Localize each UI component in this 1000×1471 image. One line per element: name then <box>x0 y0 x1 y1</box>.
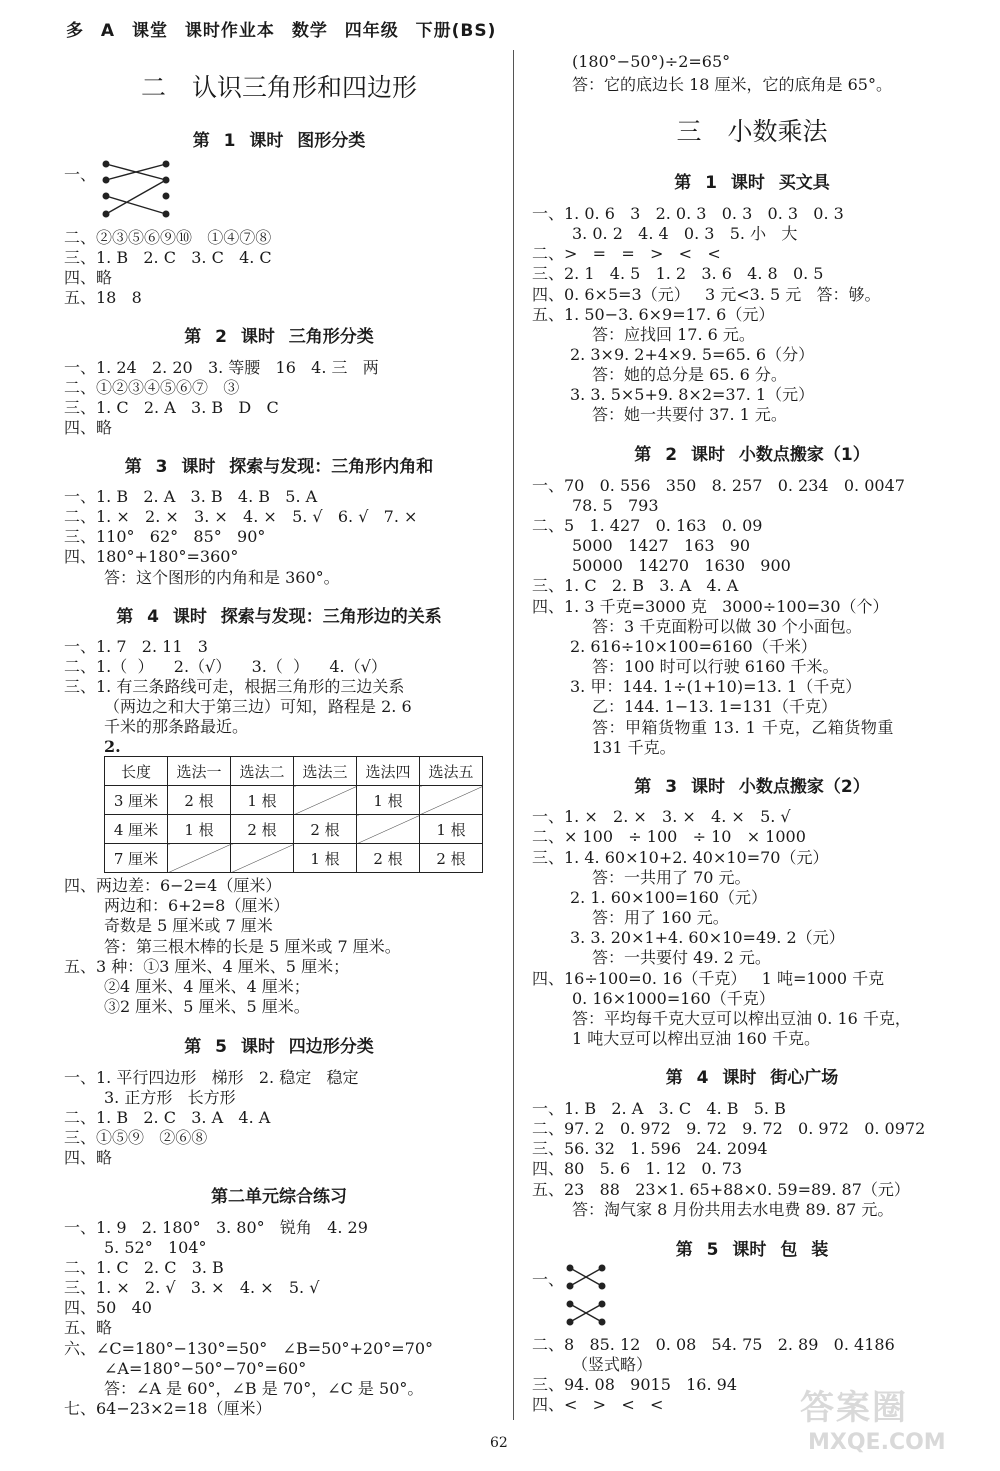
answer-line: 二、8 85. 12 0. 08 54. 75 2. 89 0. 4186 <box>532 1335 895 1354</box>
table-header: 选法四 <box>357 757 420 786</box>
answer-line: 三、94. 08 9015 16. 94 <box>532 1375 738 1394</box>
lesson-title: 第 3 课时 探索与发现：三角形内角和 <box>124 457 434 477</box>
answer-line: 答：∠A 是 60°，∠B 是 70°，∠C 是 50°。 <box>104 1379 424 1398</box>
answer-line: 131 千克。 <box>592 738 676 757</box>
lesson-title: 第 2 课时 三角形分类 <box>184 327 374 347</box>
answer-line: 五、略 <box>64 1318 113 1337</box>
answer-line: 四、16÷100=0. 16（千克） 1 吨=1000 千克 <box>532 969 885 988</box>
answer-line: 2. 1. 60×100=160（元） <box>570 888 767 907</box>
answer-line: 七、64−23×2=18（厘米） <box>64 1399 272 1418</box>
table-cell: 2 根 <box>231 815 294 844</box>
answer-line: ②4 厘米、4 厘米、4 厘米； <box>104 977 310 996</box>
answer-line: 二、1. × 2. × 3. × 4. × 5. √ 6. √ 7. × <box>64 507 418 526</box>
answer-line: 0. 16×1000=160（千克） <box>572 989 775 1008</box>
table-cell: 1 根 <box>357 786 420 815</box>
answer-line: 三、56. 32 1. 596 24. 2094 <box>532 1139 768 1158</box>
answer-line: 二、②③⑤⑥⑨⑩ ①④⑦⑧ <box>64 228 272 247</box>
answer-line: 3. 甲：144. 1÷(1+10)=13. 1（千克） <box>570 677 862 696</box>
table-cell: 3 厘米 <box>105 786 168 815</box>
answer-line: 四、80 5. 6 1. 12 0. 73 <box>532 1159 743 1178</box>
answer-line: （竖式略） <box>572 1355 653 1374</box>
answer-line: (180°−50°)÷2=65° <box>572 52 731 71</box>
lesson-title: 第 1 课时 买文具 <box>674 173 830 193</box>
lesson-title: 第 3 课时 小数点搬家（2） <box>634 777 870 797</box>
answer-line: 答：平均每千克大豆可以榨出豆油 0. 16 千克， <box>572 1009 911 1028</box>
answer-line: 四、略 <box>64 418 113 437</box>
answer-line: 四、两边差：6−2=4（厘米） <box>64 876 282 895</box>
unit-title: 三 小数乘法 <box>676 117 828 146</box>
table-cell: 1 根 <box>294 844 357 873</box>
answer-line: 答：它的底边长 18 厘米，它的底角是 65°。 <box>572 75 892 94</box>
answer-line: 四、50 40 <box>64 1298 152 1317</box>
answer-line: 三、1. B 2. C 3. C 4. C <box>64 248 272 267</box>
answer-line: 二、5 1. 427 0. 163 0. 09 <box>532 516 763 535</box>
matching-diagram <box>566 1264 606 1326</box>
answer-table <box>104 756 483 873</box>
answer-line: ③2 厘米、5 厘米、5 厘米。 <box>104 997 310 1016</box>
answer-line: 乙：144. 1−13. 1=131（千克） <box>592 697 837 716</box>
table-header: 选法三 <box>294 757 357 786</box>
table-header: 选法二 <box>231 757 294 786</box>
table-cell: 2 根 <box>168 786 231 815</box>
lesson-title: 第 1 课时 图形分类 <box>192 131 366 151</box>
answer-line: 2. <box>104 737 121 756</box>
answer-line: 答：一共用了 70 元。 <box>592 868 751 887</box>
answer-line: 一、 <box>532 1270 565 1289</box>
answer-line: 答：一共要付 49. 2 元。 <box>592 948 771 967</box>
answer-line: 一、1. B 2. A 3. B 4. B 5. A <box>64 487 318 506</box>
answer-line: 一、 <box>64 165 97 184</box>
table-cell: 1 根 <box>231 786 294 815</box>
answer-line: 三、1. 有三条路线可走，根据三角形的三边关系 <box>64 677 405 696</box>
answer-line: 三、1. 4. 60×10+2. 40×10=70（元） <box>532 848 829 867</box>
lesson-title: 第 5 课时 四边形分类 <box>184 1037 374 1057</box>
lesson-title: 第二单元综合练习 <box>211 1187 347 1207</box>
unit-title: 二 认识三角形和四边形 <box>141 73 417 102</box>
answer-line: （两边之和大于第三边）可知，路程是 2. 6 <box>104 697 412 716</box>
table-header: 选法一 <box>168 757 231 786</box>
answer-line: 3. 3. 5×5+9. 8×2=37. 1（元） <box>570 385 815 404</box>
answer-line: 三、1. C 2. B 3. A 4. A <box>532 576 739 595</box>
answer-line: 四、< > < < <box>532 1395 664 1414</box>
table-cell: 1 根 <box>168 815 231 844</box>
table-cell: 7 厘米 <box>105 844 168 873</box>
answer-line: 答：她的总分是 65. 6 分。 <box>592 365 787 384</box>
answer-line: 答：她一共要付 37. 1 元。 <box>592 405 787 424</box>
answer-line: 三、1. × 2. √ 3. × 4. × 5. √ <box>64 1278 320 1297</box>
answer-line: 四、1. 3 千克=3000 克 3000÷100=30（个） <box>532 597 889 616</box>
answer-line: 三、110° 62° 85° 90° <box>64 527 266 546</box>
answer-line: 三、2. 1 4. 5 1. 2 3. 6 4. 8 0. 5 <box>532 264 824 283</box>
table-cell: 2 根 <box>294 815 357 844</box>
watermark-text: 答案圈 <box>800 1388 908 1428</box>
table-row <box>105 786 483 815</box>
answer-line: 3. 正方形 长方形 <box>104 1088 236 1107</box>
lesson-title: 第 2 课时 小数点搬家（1） <box>634 445 870 465</box>
answer-line: 五、3 种：①3 厘米、4 厘米、5 厘米； <box>64 957 350 976</box>
answer-line: 5000 1427 163 90 <box>572 536 751 555</box>
table-cell: 2 根 <box>420 844 483 873</box>
table-header: 选法五 <box>420 757 483 786</box>
answer-line: 一、70 0. 556 350 8. 257 0. 234 0. 0047 <box>532 476 905 495</box>
lesson-title: 第 4 课时 街心广场 <box>665 1068 839 1088</box>
answer-line: 50000 14270 1630 900 <box>572 556 791 575</box>
column-divider <box>513 50 514 1420</box>
answer-line: 二、1. B 2. C 3. A 4. A <box>64 1108 271 1127</box>
answer-line: 2. 616÷10×100=6160（千米） <box>570 637 817 656</box>
answer-line: 六、∠C=180°−130°=50° ∠B=50°+20°=70° <box>64 1339 434 1358</box>
answer-line: 四、略 <box>64 1148 113 1167</box>
answer-line: 五、18 8 <box>64 288 142 307</box>
answer-line: 3. 0. 2 4. 4 0. 3 5. 小 大 <box>572 224 798 243</box>
table-header: 长度 <box>105 757 168 786</box>
answer-line: 二、1. C 2. C 3. B <box>64 1258 224 1277</box>
answer-line: 二、1.（ ） 2.（√） 3.（ ） 4.（√） <box>64 657 387 676</box>
answer-line: 78. 5 793 <box>572 496 659 515</box>
answer-line: 五、1. 50−3. 6×9=17. 6（元） <box>532 305 775 324</box>
answer-line: 3. 3. 20×1+4. 60×10=49. 2（元） <box>570 928 845 947</box>
answer-line: 一、1. 0. 6 3 2. 0. 3 0. 3 0. 3 0. 3 <box>532 204 844 223</box>
answer-line: 一、1. × 2. × 3. × 4. × 5. √ <box>532 807 791 826</box>
table-row <box>105 844 483 873</box>
table-cell-empty <box>357 815 420 844</box>
answer-line: 答：第三根木棒的长是 5 厘米或 7 厘米。 <box>104 937 401 956</box>
answer-line: 答：淘气家 8 月份共用去水电费 89. 87 元。 <box>572 1200 894 1219</box>
answer-line: 1 吨大豆可以榨出豆油 160 千克。 <box>572 1029 820 1048</box>
answer-line: 二、①②③④⑤⑥⑦ ③ <box>64 378 240 397</box>
answer-line: 5. 52° 104° <box>104 1238 207 1257</box>
table-cell-empty <box>168 844 231 873</box>
table-cell: 2 根 <box>357 844 420 873</box>
answer-line: 一、1. 9 2. 180° 3. 80° 锐角 4. 29 <box>64 1218 368 1237</box>
answer-line: 答：应找回 17. 6 元。 <box>592 325 755 344</box>
answer-line: 三、1. C 2. A 3. B D C <box>64 398 279 417</box>
answer-line: 一、1. 7 2. 11 3 <box>64 637 208 656</box>
table-row <box>105 815 483 844</box>
answer-line: 答：甲箱货物重 13. 1 千克，乙箱货物重 <box>592 718 894 737</box>
answer-line: 答：100 时可以行驶 6160 千米。 <box>592 657 839 676</box>
answer-line: 二、× 100 ÷ 100 ÷ 10 × 1000 <box>532 827 806 846</box>
table-cell-empty <box>420 786 483 815</box>
answer-line: 五、23 88 23×1. 65+88×0. 59=89. 87（元） <box>532 1180 910 1199</box>
answer-line: 三、①⑤⑨ ②⑥⑧ <box>64 1128 208 1147</box>
answer-line: 一、1. 平行四边形 梯形 2. 稳定 稳定 <box>64 1068 359 1087</box>
answer-line: 奇数是 5 厘米或 7 厘米 <box>104 916 273 935</box>
table-cell: 1 根 <box>420 815 483 844</box>
answer-line: 四、略 <box>64 268 113 287</box>
answer-line: 两边和：6+2=8（厘米） <box>104 896 290 915</box>
page-number: 62 <box>490 1435 508 1451</box>
answer-line: 千米的那条路最近。 <box>104 717 249 736</box>
answer-line: 答：这个图形的内角和是 360°。 <box>104 568 340 587</box>
table-cell-empty <box>294 786 357 815</box>
answer-line: 二、> = = > < < <box>532 244 721 263</box>
table-cell-empty <box>231 844 294 873</box>
answer-line: 2. 3×9. 2+4×9. 5=65. 6（分） <box>570 345 815 364</box>
answer-line: 答：用了 160 元。 <box>592 908 729 927</box>
lesson-title: 第 5 课时 包 装 <box>675 1240 829 1260</box>
lesson-title: 第 4 课时 探索与发现：三角形边的关系 <box>116 607 442 627</box>
watermark-url: MXQE.COM <box>808 1430 946 1455</box>
answer-line: 二、97. 2 0. 972 9. 72 9. 72 0. 972 0. 0972 <box>532 1119 926 1138</box>
answer-line: 答：3 千克面粉可以做 30 个小面包。 <box>592 617 862 636</box>
matching-diagram <box>100 158 172 228</box>
answer-line: 四、180°+180°=360° <box>64 547 239 566</box>
answer-line: 四、0. 6×5=3（元） 3 元<3. 5 元 答：够。 <box>532 285 881 304</box>
answer-line: 一、1. B 2. A 3. C 4. B 5. B <box>532 1099 786 1118</box>
answer-line: 一、1. 24 2. 20 3. 等腰 16 4. 三 两 <box>64 358 379 377</box>
table-cell: 4 厘米 <box>105 815 168 844</box>
answer-line: ∠A=180°−50°−70°=60° <box>104 1359 307 1378</box>
page-header: 多 A 课堂 课时作业本 数学 四年级 下册(BS) <box>66 21 497 41</box>
watermark <box>800 1380 980 1460</box>
